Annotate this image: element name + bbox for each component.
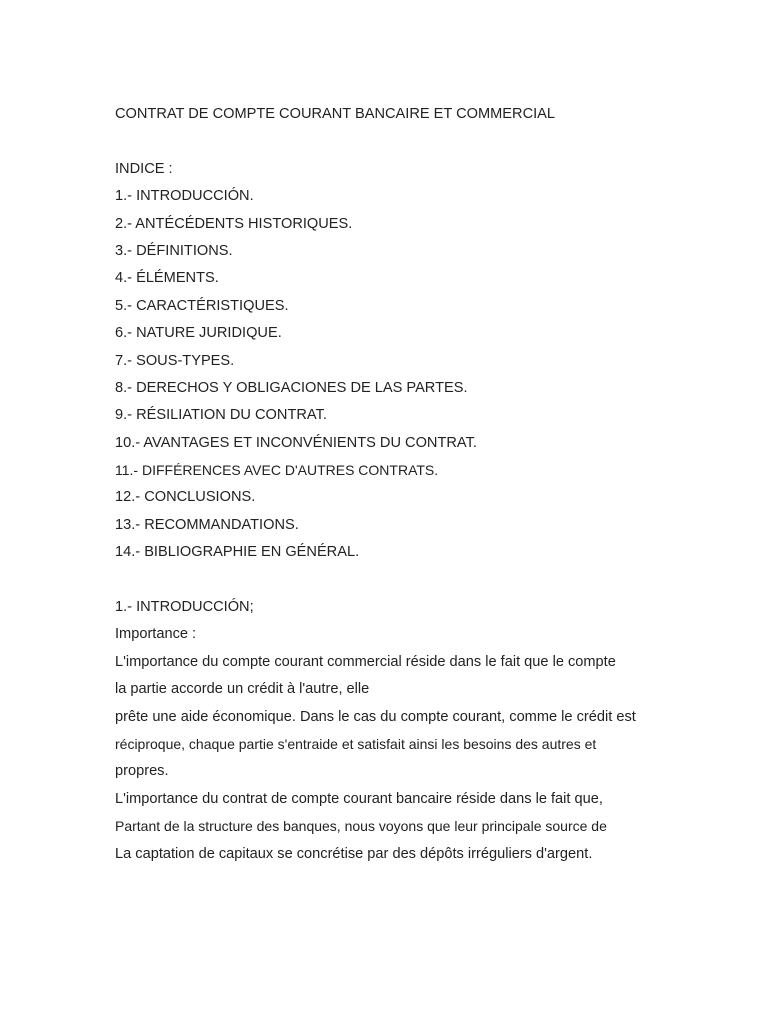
body-line: la partie accorde un crédit à l'autre, elle bbox=[115, 681, 370, 698]
index-item: 7.- SOUS-TYPES. bbox=[115, 352, 235, 369]
section-heading: 1.- INTRODUCCIÓN; bbox=[115, 599, 254, 616]
index-item: 8.- DERECHOS Y OBLIGACIONES DE LAS PARTES. bbox=[115, 379, 468, 396]
body-line: prête une aide économique. Dans le cas du compte courant, comme le crédit est bbox=[115, 708, 636, 725]
index-item: 13.- RECOMMANDATIONS. bbox=[115, 516, 299, 533]
index-item: 11.- DIFFÉRENCES AVEC D'AUTRES CONTRATS. bbox=[115, 462, 439, 479]
body-line: Partant de la structure des banques, nous voyons que leur principale source de bbox=[115, 818, 607, 835]
body-line: propres. bbox=[115, 763, 169, 780]
index-item: 3.- DÉFINITIONS. bbox=[115, 242, 233, 259]
subheading: Importance : bbox=[115, 626, 197, 643]
index-item: 2.- ANTÉCÉDENTS HISTORIQUES. bbox=[115, 215, 353, 232]
body-line: réciproque, chaque partie s'entraide et satisfait ainsi les besoins des autres et bbox=[115, 735, 597, 752]
index-heading: INDICE : bbox=[115, 160, 173, 177]
document-title: CONTRAT DE COMPTE COURANT BANCAIRE ET COMMERCIAL bbox=[115, 106, 556, 122]
body-line: La captation de capitaux se concrétise par des dépôts irréguliers d'argent. bbox=[115, 845, 593, 862]
index-item: 5.- CARACTÉRISTIQUES. bbox=[115, 297, 289, 314]
body-line: L'importance du compte courant commercial réside dans le fait que le compte bbox=[115, 653, 616, 670]
index-item: 14.- BIBLIOGRAPHIE EN GÉNÉRAL. bbox=[115, 544, 360, 561]
spacer bbox=[115, 128, 715, 155]
index-item: 12.- CONCLUSIONS. bbox=[115, 489, 256, 506]
index-item: 1.- INTRODUCCIÓN. bbox=[115, 188, 254, 205]
document-page bbox=[115, 101, 715, 868]
index-item: 4.- ÉLÉMENTS. bbox=[115, 270, 219, 287]
index-item: 6.- NATURE JURIDIQUE. bbox=[115, 325, 282, 342]
spacer bbox=[115, 567, 715, 594]
body-line: L'importance du contrat de compte courant bancaire réside dans le fait que, bbox=[115, 790, 603, 807]
index-item: 9.- RÉSILIATION DU CONTRAT. bbox=[115, 407, 327, 424]
index-item: 10.- AVANTAGES ET INCONVÉNIENTS DU CONTRAT. bbox=[115, 434, 477, 451]
